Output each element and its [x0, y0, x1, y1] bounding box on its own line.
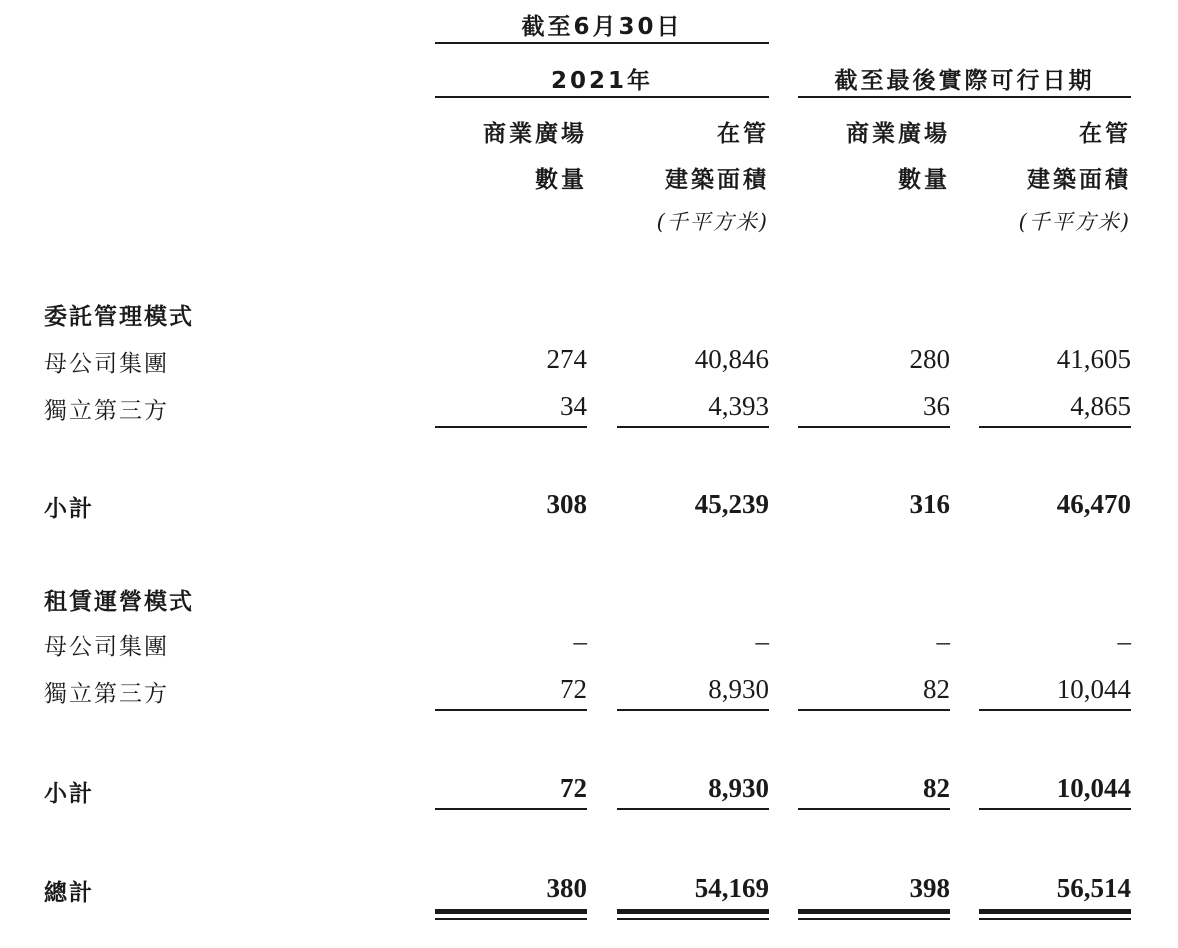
cell-value: 4,865: [1070, 391, 1131, 421]
col1-header-line1: 商業廣場: [483, 121, 587, 147]
cell-value: 10,044: [1056, 674, 1131, 704]
subtotal-rule: [617, 808, 769, 810]
row-label: 獨立第三方: [44, 681, 169, 707]
subtotal-label: 小計: [44, 781, 94, 807]
subtotal-value: 8,930: [708, 773, 769, 803]
cell-value: 8,930: [708, 674, 769, 704]
cell-value: –: [755, 626, 769, 656]
cell-value: 41,605: [1056, 344, 1131, 374]
total-value: 56,514: [1056, 873, 1131, 903]
total-double-rule: [979, 909, 1131, 914]
subtotal-rule: [979, 709, 1131, 711]
subtotal-label: 小計: [44, 496, 94, 522]
total-double-rule: [798, 909, 950, 914]
col4-header-unit: (千平方米): [1018, 210, 1131, 234]
total-double-rule: [617, 909, 769, 914]
cell-value: 280: [909, 344, 950, 374]
subtotal-rule: [979, 426, 1131, 428]
subtotal-value: 72: [560, 773, 587, 803]
subtotal-rule: [798, 709, 950, 711]
subtotal-rule: [798, 426, 950, 428]
total-double-rule: [617, 918, 769, 920]
col1-header-line2: 數量: [535, 167, 587, 193]
cell-value: 40,846: [694, 344, 769, 374]
subtotal-value: 308: [546, 489, 587, 519]
col4-header-line1: 在管: [1079, 121, 1131, 147]
total-double-rule: [979, 918, 1131, 920]
col3-header-line1: 商業廣場: [846, 121, 950, 147]
total-double-rule: [435, 909, 587, 914]
total-value: 398: [909, 873, 950, 903]
total-value: 380: [546, 873, 587, 903]
year-rule: [435, 96, 769, 98]
subtotal-rule: [435, 709, 587, 711]
total-double-rule: [798, 918, 950, 920]
cell-value: 4,393: [708, 391, 769, 421]
total-double-rule: [435, 918, 587, 920]
cell-value: 36: [923, 391, 950, 421]
year-title: 2021年: [550, 68, 653, 94]
subtotal-rule: [617, 426, 769, 428]
subtotal-value: 10,044: [1056, 773, 1131, 803]
cell-value: –: [1117, 626, 1131, 656]
cell-value: –: [573, 626, 587, 656]
cell-value: 34: [560, 391, 587, 421]
section-title-entrusted: 委託管理模式: [44, 304, 194, 330]
latest-date-rule: [798, 96, 1131, 98]
subtotal-value: 316: [909, 489, 950, 519]
col2-header-line2: 建築面積: [665, 167, 769, 193]
row-label: 母公司集團: [44, 351, 169, 377]
subtotal-rule: [979, 808, 1131, 810]
row-label: 母公司集團: [44, 634, 169, 660]
latest-date-title: 截至最後實際可行日期: [834, 68, 1095, 94]
subtotal-rule: [435, 808, 587, 810]
subtotal-rule: [617, 709, 769, 711]
cell-value: –: [936, 626, 950, 656]
cell-value: 274: [546, 344, 587, 374]
section-title-leasing: 租賃運營模式: [44, 589, 194, 615]
subtotal-value: 82: [923, 773, 950, 803]
col2-header-line1: 在管: [717, 121, 769, 147]
row-label: 獨立第三方: [44, 398, 169, 424]
subtotal-value: 45,239: [694, 489, 769, 519]
subtotal-rule: [798, 808, 950, 810]
header-rule: [435, 42, 769, 44]
col3-header-line2: 數量: [898, 167, 950, 193]
subtotal-rule: [435, 426, 587, 428]
cell-value: 82: [923, 674, 950, 704]
total-value: 54,169: [694, 873, 769, 903]
col2-header-unit: (千平方米): [656, 210, 769, 234]
cell-value: 72: [560, 674, 587, 704]
col4-header-line2: 建築面積: [1027, 167, 1131, 193]
subtotal-value: 46,470: [1056, 489, 1131, 519]
total-label: 總計: [44, 880, 94, 906]
period-group-title: 截至6月30日: [521, 14, 683, 40]
